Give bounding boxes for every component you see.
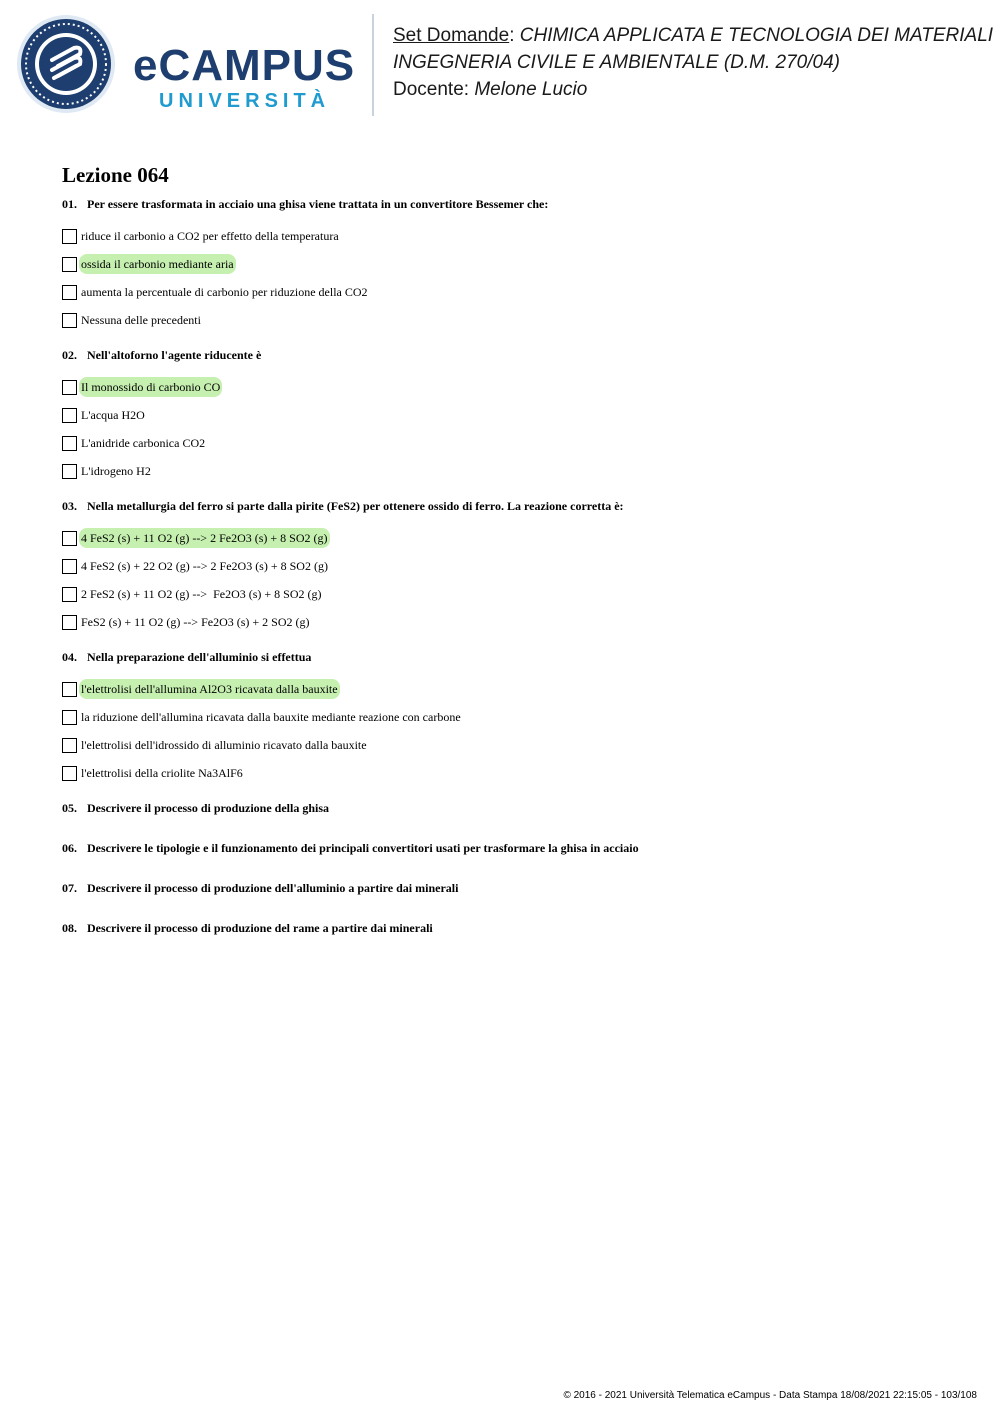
ecampus-logo — [133, 41, 356, 112]
answer-option[interactable] — [62, 250, 962, 278]
page-header — [0, 0, 1000, 130]
question-number: 08. — [62, 921, 77, 935]
answer-option[interactable] — [62, 552, 962, 580]
question-label: Nell'altoforno l'agente riducente è — [87, 348, 262, 362]
checkbox-icon[interactable] — [62, 710, 77, 725]
open-questions — [62, 800, 962, 936]
option-label: 2 FeS2 (s) + 11 O2 (g) --> Fe2O3 (s) + 8 SO2 (g) — [81, 587, 322, 601]
question — [62, 196, 962, 347]
answer-option[interactable] — [62, 524, 962, 552]
answer-option[interactable] — [62, 401, 962, 429]
question-label: Descrivere le tipologie e il funzionamento dei principali convertitori usati per trasformare la ghisa in acciaio — [87, 841, 639, 855]
checkbox-icon[interactable] — [62, 559, 77, 574]
answer-option[interactable] — [62, 731, 962, 759]
checkbox-icon[interactable] — [62, 464, 77, 479]
open-question — [62, 840, 962, 856]
option-label: 4 FeS2 (s) + 22 O2 (g) --> 2 Fe2O3 (s) + 8 SO2 (g) — [81, 559, 328, 573]
teacher-line — [393, 76, 993, 103]
option-label: la riduzione dell'allumina ricavata dalla bauxite mediante reazione con carbone — [81, 710, 461, 724]
multiple-choice-questions — [62, 196, 962, 800]
open-question — [62, 800, 962, 816]
set-line — [393, 22, 993, 49]
question-label: Descrivere il processo di produzione della ghisa — [87, 801, 329, 815]
question-label: Descrivere il processo di produzione del rame a partire dai minerali — [87, 921, 433, 935]
checkbox-icon[interactable] — [62, 408, 77, 423]
question-number: 01. — [62, 197, 77, 211]
checkbox-icon[interactable] — [62, 615, 77, 630]
logo-brand: eCAMPUS — [133, 41, 356, 90]
lesson-content — [62, 162, 962, 960]
answer-option[interactable] — [62, 675, 962, 703]
question-label: Nella preparazione dell'alluminio si effettua — [87, 650, 312, 664]
question-number: 02. — [62, 348, 77, 362]
option-label-correct: 4 FeS2 (s) + 11 O2 (g) --> 2 Fe2O3 (s) + 8 SO2 (g) — [79, 528, 330, 548]
open-question — [62, 920, 962, 936]
set-label: Set Domande — [393, 25, 510, 46]
question-number: 06. — [62, 841, 77, 855]
question-text — [62, 196, 962, 212]
checkbox-icon[interactable] — [62, 766, 77, 781]
question-label: Per essere trasformata in acciaio una ghisa viene trattata in un convertitore Bessemer che: — [87, 197, 549, 211]
option-label: l'elettrolisi dell'idrossido di alluminio ricavato dalla bauxite — [81, 738, 367, 752]
option-label: aumenta la percentuale di carbonio per riduzione della CO2 — [81, 285, 368, 299]
header-divider — [372, 14, 374, 116]
ecampus-seal-icon — [16, 14, 116, 114]
question-number: 03. — [62, 499, 77, 513]
checkbox-icon[interactable] — [62, 313, 77, 328]
question — [62, 347, 962, 498]
checkbox-icon[interactable] — [62, 285, 77, 300]
answer-option[interactable] — [62, 373, 962, 401]
question — [62, 498, 962, 649]
question-text — [62, 498, 962, 514]
checkbox-icon[interactable] — [62, 587, 77, 602]
question-label: Descrivere il processo di produzione dell'alluminio a partire dai minerali — [87, 881, 459, 895]
checkbox-icon[interactable] — [62, 436, 77, 451]
option-label: l'elettrolisi della criolite Na3AlF6 — [81, 766, 243, 780]
degree-name: INGEGNERIA CIVILE E AMBIENTALE (D.M. 270/04) — [393, 52, 840, 73]
answer-option[interactable] — [62, 580, 962, 608]
answer-option[interactable] — [62, 759, 962, 787]
option-label: L'idrogeno H2 — [81, 464, 151, 478]
option-label: FeS2 (s) + 11 O2 (g) --> Fe2O3 (s) + 2 SO2 (g) — [81, 615, 310, 629]
set-separator: : — [509, 25, 520, 46]
answer-option[interactable] — [62, 222, 962, 250]
question-number: 04. — [62, 650, 77, 664]
question — [62, 649, 962, 800]
option-label-correct: l'elettrolisi dell'allumina Al2O3 ricavata dalla bauxite — [79, 679, 340, 699]
teacher-name: Melone Lucio — [474, 79, 588, 100]
answer-option[interactable] — [62, 429, 962, 457]
open-question — [62, 880, 962, 896]
page-footer: © 2016 - 2021 Università Telematica eCampus - Data Stampa 18/08/2021 22:15:05 - 103/108 — [563, 1390, 977, 1401]
question-number: 05. — [62, 801, 77, 815]
answer-option[interactable] — [62, 457, 962, 485]
option-label: L'anidride carbonica CO2 — [81, 436, 206, 450]
option-label-correct: Il monossido di carbonio CO — [79, 377, 222, 397]
checkbox-icon[interactable] — [62, 531, 77, 546]
checkbox-icon[interactable] — [62, 682, 77, 697]
option-label: Nessuna delle precedenti — [81, 313, 201, 327]
question-label: Nella metallurgia del ferro si parte dalla pirite (FeS2) per ottenere ossido di ferro. La reazione corretta è: — [87, 499, 624, 513]
header-info — [393, 22, 993, 103]
lesson-title: Lezione 064 — [62, 163, 169, 187]
checkbox-icon[interactable] — [62, 257, 77, 272]
question-text — [62, 649, 962, 665]
answer-option[interactable] — [62, 703, 962, 731]
answer-option[interactable] — [62, 306, 962, 334]
logo-subtitle: UNIVERSITÀ — [159, 90, 331, 112]
course-name: CHIMICA APPLICATA E TECNOLOGIA DEI MATERIALI — [519, 25, 994, 46]
degree-line — [393, 49, 993, 76]
option-label: L'acqua H2O — [81, 408, 145, 422]
question-number: 07. — [62, 881, 77, 895]
checkbox-icon[interactable] — [62, 738, 77, 753]
answer-option[interactable] — [62, 608, 962, 636]
checkbox-icon[interactable] — [62, 380, 77, 395]
answer-option[interactable] — [62, 278, 962, 306]
question-text — [62, 347, 962, 363]
teacher-label: Docente: — [393, 79, 475, 100]
checkbox-icon[interactable] — [62, 229, 77, 244]
option-label: riduce il carbonio a CO2 per effetto della temperatura — [81, 229, 339, 243]
option-label-correct: ossida il carbonio mediante aria — [79, 254, 236, 274]
